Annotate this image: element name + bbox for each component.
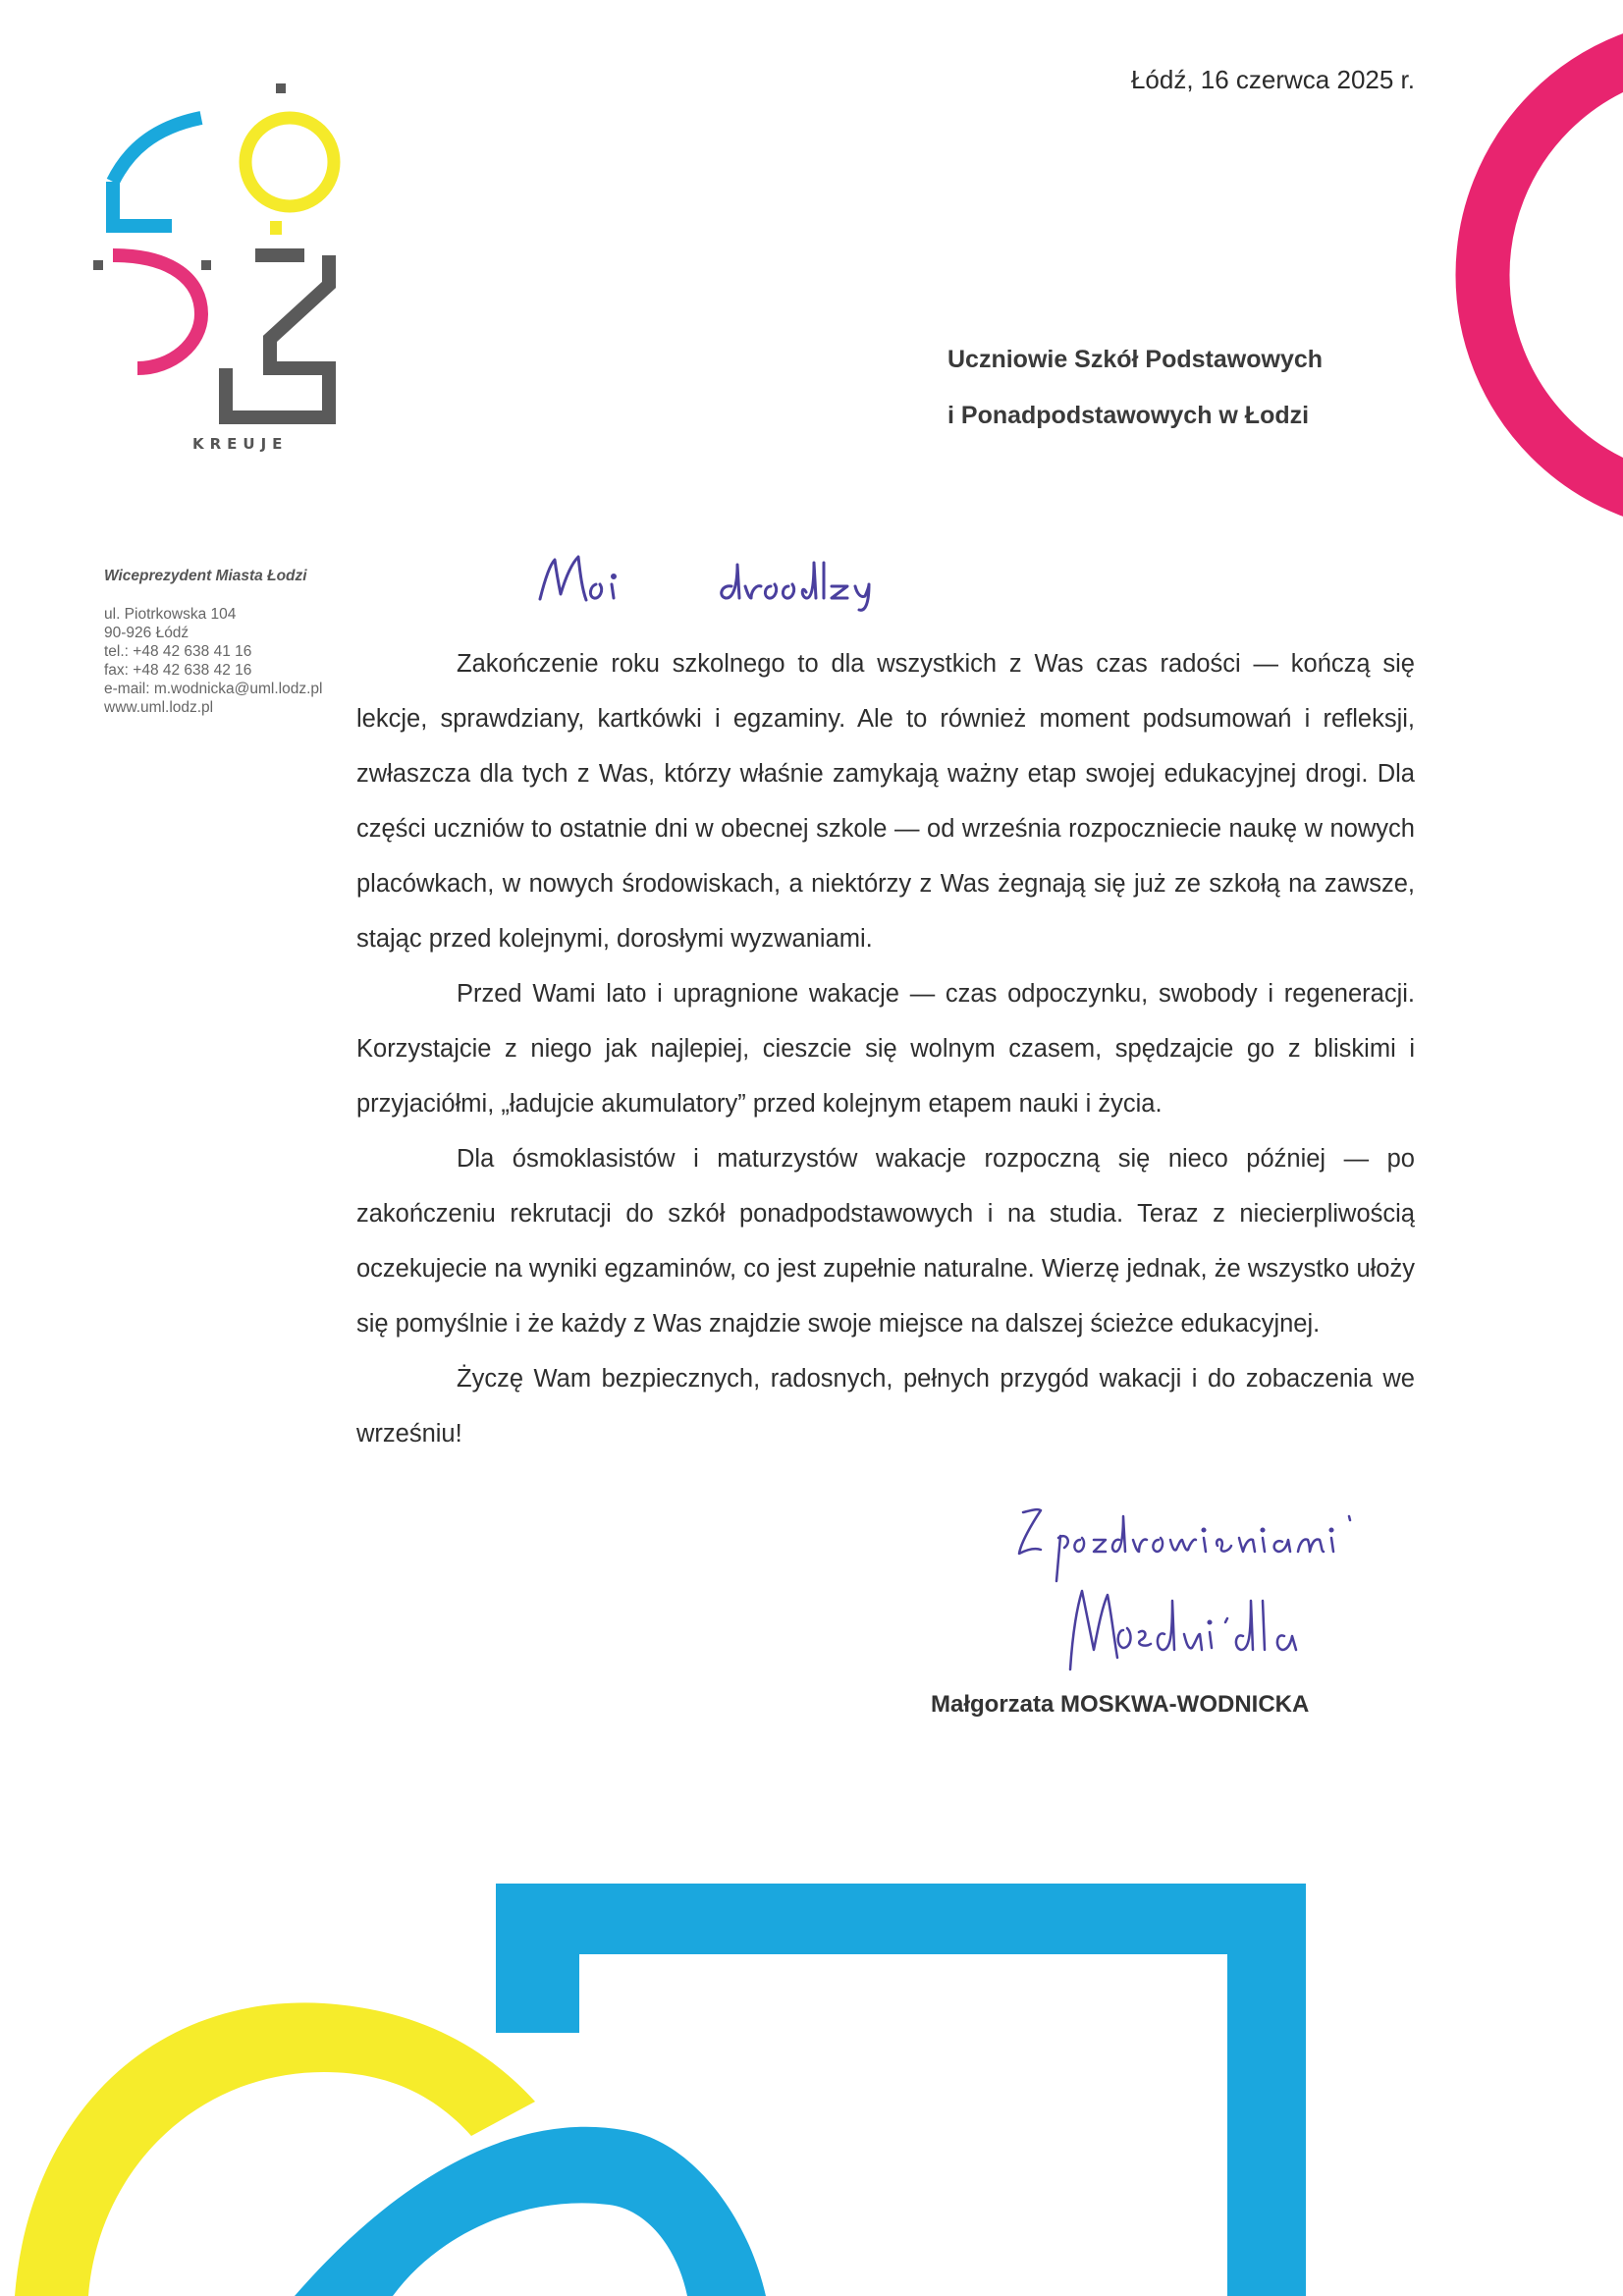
handwritten-closing-and-signature	[1011, 1493, 1394, 1689]
body-paragraph-4: Życzę Wam bezpiecznych, radosnych, pełnych przygód wakacji i do zobaczenia we wrześniu!	[356, 1365, 1415, 1448]
sender-office: Wiceprezydent Miasta Łodzi	[104, 568, 307, 584]
sender-address-line: ul. Piotrkowska 104	[104, 606, 237, 623]
sender-website-line: www.uml.lodz.pl	[104, 699, 214, 716]
recipient-block	[947, 332, 1323, 444]
letter-body	[356, 636, 1415, 1461]
sender-phone-line: tel.: +48 42 638 41 16	[104, 643, 252, 660]
body-paragraph-1: Zakończenie roku szkolnego to dla wszystkich z Was czas radości — kończą się lekcje, sprawdziany, kartkówki i egzaminy. Ale to również moment podsumowań i refleksji, zwłaszcza dla tych z Was, którzy właśnie zamykają ważny etap swojej edukacyjnej drogi. Dla części uczniów to ostatnie dni w obecnej szkole — od września rozpoczniecie naukę w nowych placówkach, w nowych środowiskach, a niektórzy z Was żegnają się już ze szkołą na zawsze, stając przed kolejnymi, dorosłymi wyzwaniami.	[356, 650, 1415, 953]
sender-sidebar	[104, 568, 359, 717]
sender-fax-line: fax: +48 42 638 42 16	[104, 662, 252, 679]
recipient-line-2: i Ponadpodstawowych w Łodzi	[947, 402, 1310, 429]
body-paragraph-3: Dla ósmoklasistów i maturzystów wakacje rozpoczną się nieco później — po zakończeniu rekrutacji do szkół ponadpodstawowych i na studia. Teraz z niecierpliwością oczekujecie na wyniki egzaminów, co jest zupełnie naturalne. Wierzę jednak, że wszystko ułoży się pomyślnie i że każdy z Was znajdzie swoje miejsce na dalszej ścieżce edukacyjnej.	[356, 1145, 1415, 1338]
yellow-arc	[15, 2002, 535, 2296]
letter-date: Łódź, 16 czerwca 2025 r.	[1130, 65, 1415, 94]
signer-name: Małgorzata MOSKWA-WODNICKA	[931, 1691, 1310, 1718]
sender-postal-line: 90-926 Łódź	[104, 625, 189, 641]
body-paragraph-2: Przed Wami lato i upragnione wakacje — czas odpoczynku, swobody i regeneracji. Korzystajcie z niego jak najlepiej, cieszcie się wolnym czasem, spędzajcie go z bliskimi i przyjaciółmi, „ładujcie akumulatory” przed kolejnym etapem nauki i życia.	[356, 980, 1415, 1118]
handwritten-greeting	[535, 545, 889, 614]
cyan-bracket-shape	[496, 1884, 1306, 2296]
sender-email-line: e-mail: m.wodnicka@uml.lodz.pl	[104, 681, 323, 697]
recipient-line-1: Uczniowie Szkół Podstawowych	[947, 346, 1324, 373]
cyan-curve	[295, 2127, 766, 2296]
lodz-kreuje-logo	[93, 83, 358, 462]
logo-wordmark: KREUJE	[192, 435, 289, 453]
magenta-arc	[1483, 44, 1623, 506]
